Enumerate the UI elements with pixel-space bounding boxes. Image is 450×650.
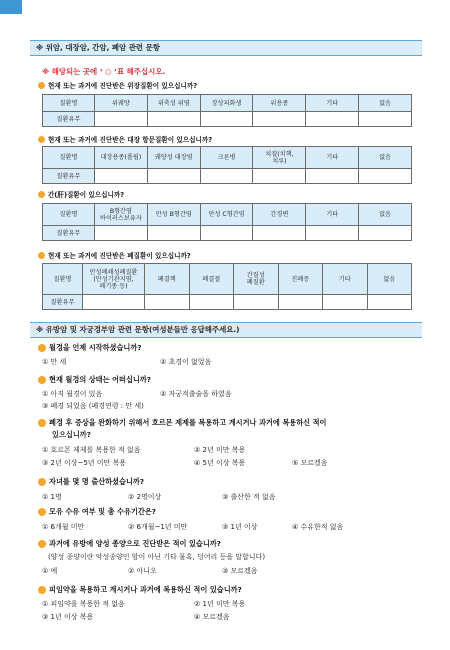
question-text: 현재 또는 과거에 진단받은 위장질환이 있으십니까? (48, 82, 198, 90)
answer-cell[interactable] (253, 112, 306, 127)
bullet-icon (38, 136, 45, 143)
option[interactable]: ② 2년 미만 복용 (194, 446, 246, 454)
answer-cell[interactable] (253, 226, 306, 241)
question-liver (38, 189, 124, 199)
header-cell: 위용종 (253, 95, 306, 112)
option[interactable]: ④ 수유한적 없음 (292, 523, 344, 531)
answer-cell[interactable] (200, 112, 253, 127)
header-cell: 치질(치핵, 치루) (253, 147, 306, 169)
option[interactable]: ① 피임약을 복용한 적 없음 (42, 600, 125, 608)
option[interactable]: ③ 1년 이상 복용 (42, 613, 94, 621)
row-label: 질환유무 (43, 295, 83, 310)
answer-cell[interactable] (253, 169, 306, 184)
table-gastric (42, 94, 412, 127)
answer-cell[interactable] (359, 226, 412, 241)
option[interactable]: ③ 1년 이상 (222, 523, 258, 531)
row-label: 질환유무 (43, 112, 95, 127)
option[interactable]: ① 만 세 (42, 358, 67, 366)
option[interactable]: ③ 출산한 적 없음 (222, 493, 276, 501)
question-text: 모유 수유 여부 및 총 수유기간은? (49, 507, 156, 516)
answer-cell[interactable] (147, 112, 200, 127)
answer-cell[interactable] (95, 169, 148, 184)
answer-cell[interactable] (234, 295, 279, 310)
option[interactable]: ① 6개월 미만 (42, 523, 85, 531)
header-cell: 장상피화생 (200, 95, 253, 112)
question-children (38, 477, 144, 487)
header-cell: 기타 (306, 147, 359, 169)
answer-cell[interactable] (200, 169, 253, 184)
question-text: 현재 또는 과거에 진단받은 폐질환이 있으십니까? (48, 252, 191, 260)
answer-cell[interactable] (306, 169, 359, 184)
option[interactable]: ① 호르몬 제제를 복용한 적 없음 (42, 446, 141, 454)
header-cell: 질환명 (43, 147, 95, 169)
bullet-icon (38, 540, 46, 548)
question-benign-tumor (38, 539, 221, 549)
option[interactable]: ② 자궁적출술을 하였음 (160, 390, 232, 398)
row-label: 질환유무 (43, 169, 95, 184)
question-gastric (38, 80, 197, 90)
instruction-notice: ※ 해당되는 곳에 ‘ ○ ’표 해주십시오. (42, 67, 166, 76)
answer-cell[interactable] (306, 112, 359, 127)
header-cell: 크론병 (200, 147, 253, 169)
question-note: (양성 종양이란 악성종양인 암이 아닌 기타 물혹, 덩어리 등을 말합니다) (48, 553, 266, 561)
bullet-icon (38, 191, 45, 198)
bullet-icon (38, 252, 45, 259)
bullet-icon (38, 376, 46, 384)
header-cell: 질환명 (43, 204, 95, 226)
header-cell: 질환명 (43, 264, 83, 295)
bullet-icon (38, 586, 46, 594)
row-label: 질환유무 (43, 226, 95, 241)
answer-cell[interactable] (359, 112, 412, 127)
question-text: 과거에 유방에 양성 종양으로 진단받은 적이 있습니까? (49, 539, 221, 548)
question-menarche (38, 343, 142, 353)
table-lung (42, 263, 412, 310)
option[interactable]: ⑤ 모르겠음 (292, 459, 328, 467)
header-cell: 간경변 (253, 204, 306, 226)
option[interactable]: ① 1명 (42, 493, 62, 501)
bullet-icon (38, 508, 46, 516)
question-lung (38, 250, 191, 260)
header-cell: 위궤양 (95, 95, 148, 112)
option[interactable]: ③ 폐경 되었음 (폐경연령 : 만 세) (42, 402, 144, 410)
table-liver (42, 203, 412, 241)
header-cell: 만성 C형간염 (200, 204, 253, 226)
bullet-icon (38, 419, 46, 427)
question-text: 폐경 후 증상을 완화하기 위해서 호르몬 제제를 복용하고 계시거나 과거에 복용하신 적이 (49, 418, 327, 427)
answer-cell[interactable] (200, 226, 253, 241)
answer-cell[interactable] (306, 226, 359, 241)
table-colorectal (42, 146, 412, 184)
header-cell: 폐결절 (189, 264, 234, 295)
header-cell: 궤양성 대장염 (147, 147, 200, 169)
question-text: 피임약을 복용하고 계시거나 과거에 복용하신 적이 있습니까? (49, 585, 242, 594)
header-cell: 없음 (359, 147, 412, 169)
option[interactable]: ② 초경이 없었음 (160, 358, 212, 366)
answer-cell[interactable] (359, 169, 412, 184)
header-cell: 폐결핵 (145, 264, 190, 295)
bullet-icon (38, 478, 46, 486)
header-cell: 기타 (306, 204, 359, 226)
question-text: 현재 또는 과거에 진단받은 대장 항문질환이 있으십니까? (48, 136, 213, 144)
header-cell: 위축성 위염 (147, 95, 200, 112)
bullet-icon (38, 344, 46, 352)
question-contraceptive (38, 585, 242, 595)
header-cell: 없음 (359, 204, 412, 226)
section-title-cancer: ※ 위암, 대장암, 간암, 폐암 관련 문항 (30, 40, 422, 56)
answer-cell[interactable] (367, 295, 412, 310)
answer-cell[interactable] (147, 169, 200, 184)
option[interactable]: ② 6개월~1년 미만 (128, 523, 188, 531)
header-cell: 기타 (323, 264, 368, 295)
question-breastfeeding (38, 507, 156, 517)
option[interactable]: ③ 2년 이상~5년 미만 복용 (42, 459, 127, 467)
option[interactable]: ① 아직 월경이 있음 (42, 390, 103, 398)
header-cell: 없음 (367, 264, 412, 295)
section-title-women: ※ 유방암 및 자궁경부암 관련 문항(여성분들만 응답해주세요.) (30, 322, 422, 338)
answer-cell[interactable] (95, 112, 148, 127)
option[interactable]: ④ 5년 이상 복용 (194, 459, 246, 467)
header-cell: 질환명 (43, 95, 95, 112)
header-cell: B형간염 바이러스보유자 (95, 204, 148, 226)
answer-cell[interactable] (278, 295, 323, 310)
option[interactable]: ① 예 (42, 567, 58, 575)
answer-cell[interactable] (145, 295, 190, 310)
answer-cell[interactable] (147, 226, 200, 241)
header-cell: 대장용종(폴립) (95, 147, 148, 169)
option[interactable]: ② 2명이상 (128, 493, 162, 501)
header-cell: 만성폐쇄성폐질환 (만성기관지염, 폐기종 등) (83, 264, 145, 295)
question-text: 월경을 언제 시작하셨습니까? (49, 343, 142, 352)
bullet-icon (38, 82, 45, 89)
header-cell: 기타 (306, 95, 359, 112)
answer-cell[interactable] (189, 295, 234, 310)
question-hormone (38, 418, 326, 428)
header-cell: 간질성 폐질환 (234, 264, 279, 295)
option[interactable]: ④ 모르겠음 (194, 613, 230, 621)
answer-cell[interactable] (83, 295, 145, 310)
question-menstruation (38, 375, 151, 385)
question-colorectal (38, 134, 212, 144)
question-text: 간(肝)질환이 있으십니까? (48, 191, 125, 199)
corner-tab (0, 0, 22, 14)
option[interactable]: ② 아니오 (128, 567, 157, 575)
option[interactable]: ② 1년 미만 복용 (194, 600, 246, 608)
header-cell: 진폐증 (278, 264, 323, 295)
question-text: 현재 월경의 상태는 어떠십니까? (49, 375, 151, 384)
header-cell: 만성 B형간염 (147, 204, 200, 226)
answer-cell[interactable] (323, 295, 368, 310)
question-text: 자녀를 몇 명 출산하셨습니까? (49, 477, 144, 486)
question-text-cont: 있으십니까? (52, 430, 91, 439)
answer-cell[interactable] (95, 226, 148, 241)
option[interactable]: ③ 모르겠음 (222, 567, 258, 575)
header-cell: 없음 (359, 95, 412, 112)
